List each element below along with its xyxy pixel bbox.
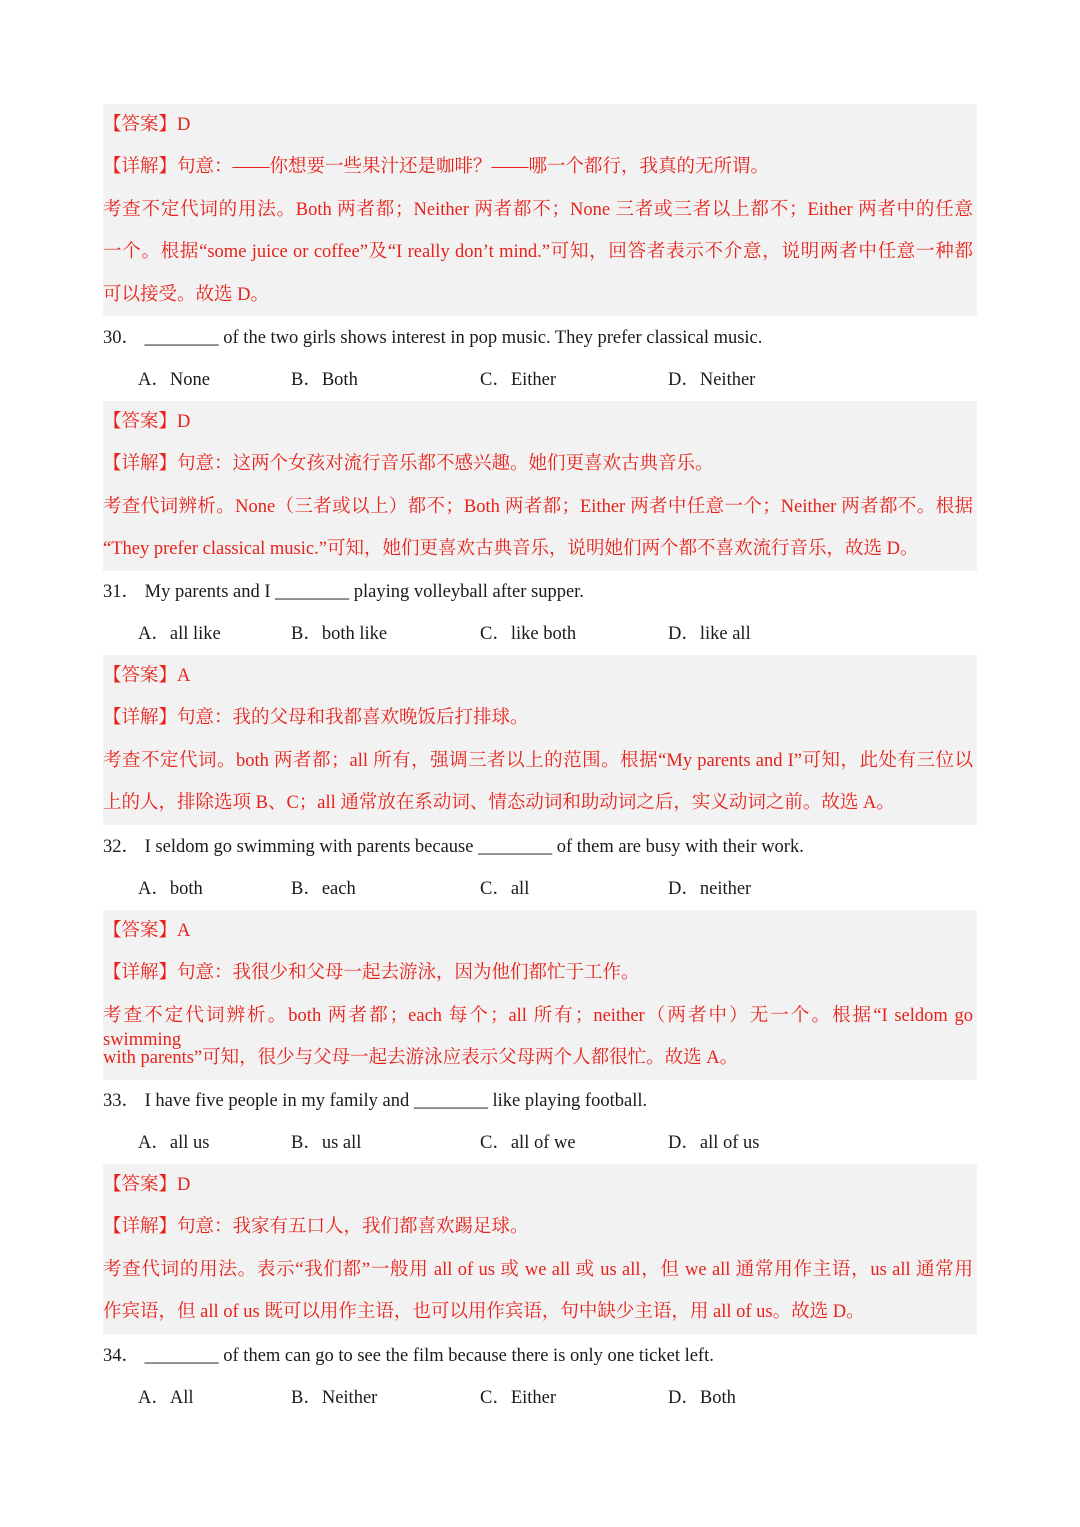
question-number: 34．: [103, 1346, 141, 1366]
question-31: [103, 580, 584, 604]
question-32: [103, 835, 804, 859]
option-d[interactable]: D．like all: [668, 624, 751, 644]
answer-label: 【答案】D: [103, 115, 191, 135]
question-stem: I seldom go swimming with parents because ________ of them are busy with their work.: [144, 837, 804, 857]
answer-label: 【答案】A: [103, 921, 191, 941]
option-d[interactable]: D．neither: [668, 879, 752, 899]
option-b[interactable]: B．each: [291, 879, 356, 899]
analysis-line: 考查不定代词辨析。both 两者都；each 每个；all 所有；neither（两者中）无一个。根据“I seldom go swimming: [103, 1006, 973, 1050]
option-a[interactable]: A．all us: [138, 1133, 210, 1153]
question-number: 31．: [103, 582, 141, 602]
analysis-line: 考查不定代词的用法。Both 两者都；Neither 两者都不；None 三者或三者以上都不；Either 两者中的任意: [103, 200, 973, 220]
analysis-line: 作宾语，但 all of us 既可以用作主语，也可以用作宾语，句中缺少主语，用 all of us。故选 D。: [103, 1302, 865, 1322]
analysis-line: 一个。根据“some juice or coffee”及“I really don’t mind.”可知，回答者表示不介意，说明两者中任意一种都: [103, 242, 973, 262]
question-stem: ________ of the two girls shows interest in pop music. They prefer classical music.: [144, 328, 763, 348]
option-c[interactable]: C．all: [480, 879, 530, 899]
question-number: 33．: [103, 1091, 141, 1111]
option-c[interactable]: C．all of we: [480, 1133, 576, 1153]
option-a[interactable]: A．both: [138, 879, 203, 899]
question-34: [103, 1344, 714, 1368]
option-b[interactable]: B．us all: [291, 1133, 362, 1153]
detail-text: 【详解】句意：我很少和父母一起去游泳，因为他们都忙于工作。: [103, 963, 640, 983]
question-number: 32．: [103, 837, 141, 857]
question-stem: I have five people in my family and ________ like playing football.: [144, 1091, 648, 1111]
question-stem: ________ of them can go to see the film because there is only one ticket left.: [144, 1346, 714, 1366]
analysis-line: 考查代词的用法。表示“我们都”一般用 all of us 或 we all 或 us all，但 we all 通常用作主语，us all 通常用: [103, 1260, 973, 1280]
option-d[interactable]: D．Neither: [668, 370, 756, 390]
option-a[interactable]: A．All: [138, 1388, 194, 1408]
analysis-line: 上的人，排除选项 B、C；all 通常放在系动词、情态动词和助动词之后，实义动词之前。故选 A。: [103, 793, 895, 813]
option-b[interactable]: B．both like: [291, 624, 388, 644]
question-33: [103, 1089, 647, 1113]
analysis-line: “They prefer classical music.”可知，她们更喜欢古典音乐，说明她们两个都不喜欢流行音乐，故选 D。: [103, 539, 919, 559]
question-30: [103, 326, 762, 350]
detail-text: 【详解】句意：这两个女孩对流行音乐都不感兴趣。她们更喜欢古典音乐。: [103, 454, 714, 474]
option-a[interactable]: A．all like: [138, 624, 221, 644]
option-c[interactable]: C．Either: [480, 370, 557, 390]
question-number: 30．: [103, 328, 141, 348]
answer-label: 【答案】D: [103, 1175, 191, 1195]
analysis-line: 考查不定代词。both 两者都；all 所有，强调三者以上的范围。根据“My parents and I”可知，此处有三位以: [103, 751, 973, 771]
option-c[interactable]: C．Either: [480, 1388, 557, 1408]
detail-text: 【详解】句意：我家有五口人，我们都喜欢踢足球。: [103, 1217, 529, 1237]
analysis-line: 可以接受。故选 D。: [103, 285, 269, 305]
option-a[interactable]: A．None: [138, 370, 210, 390]
detail-text: 【详解】句意：我的父母和我都喜欢晚饭后打排球。: [103, 708, 529, 728]
option-d[interactable]: D．Both: [668, 1388, 736, 1408]
option-b[interactable]: B．Both: [291, 370, 358, 390]
detail-text: 【详解】句意：——你想要一些果汁还是咖啡？——哪一个都行，我真的无所谓。: [103, 157, 770, 177]
analysis-line: 考查代词辨析。None（三者或以上）都不；Both 两者都；Either 两者中任意一个；Neither 两者都不。根据: [103, 497, 973, 517]
answer-label: 【答案】A: [103, 666, 191, 686]
option-d[interactable]: D．all of us: [668, 1133, 760, 1153]
analysis-line: with parents”可知，很少与父母一起去游泳应表示父母两个人都很忙。故选 A。: [103, 1048, 739, 1068]
question-stem: My parents and I ________ playing volleyball after supper.: [144, 582, 584, 602]
option-c[interactable]: C．like both: [480, 624, 577, 644]
option-b[interactable]: B．Neither: [291, 1388, 378, 1408]
answer-label: 【答案】D: [103, 412, 191, 432]
